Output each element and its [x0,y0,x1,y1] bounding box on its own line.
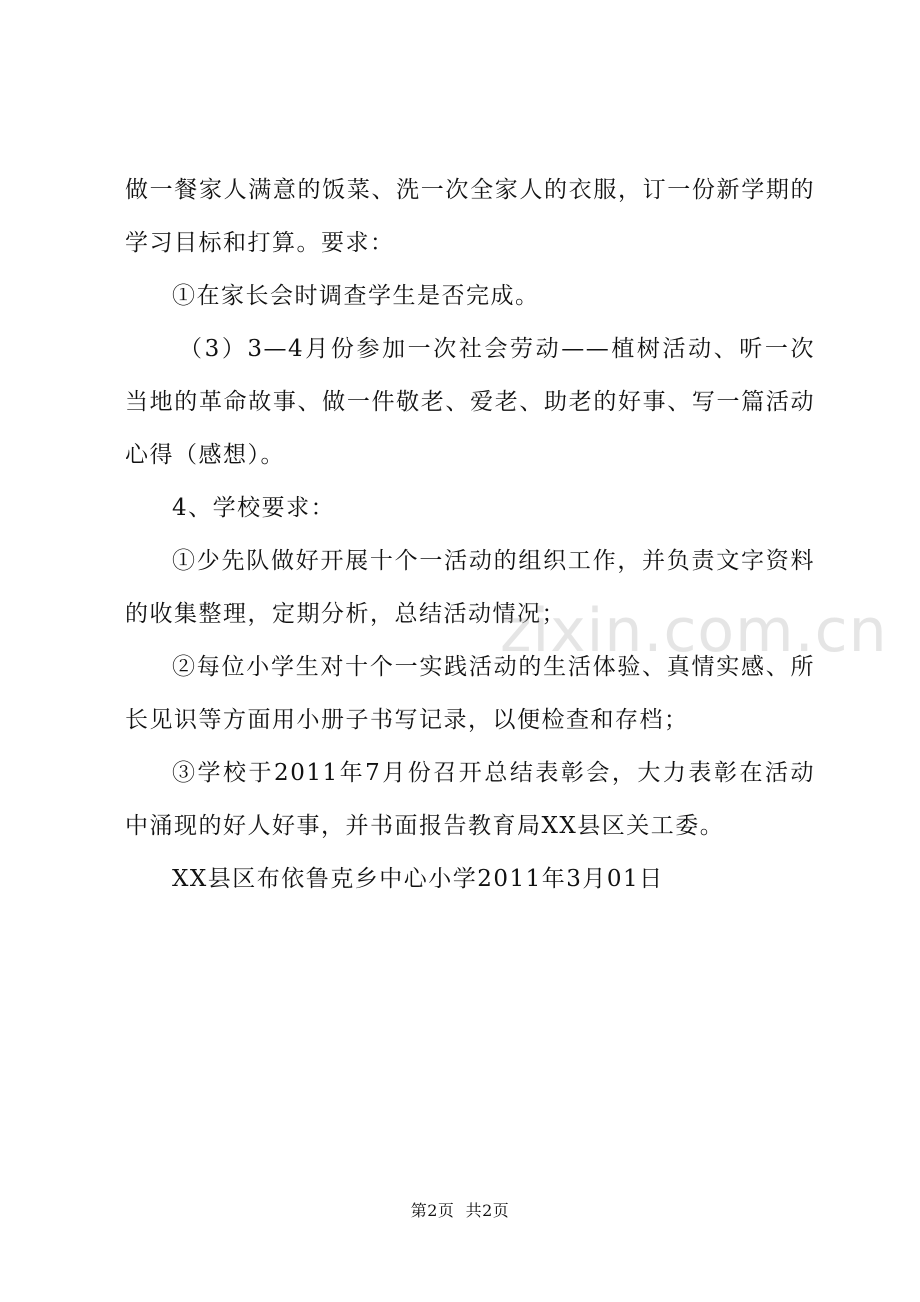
page-footer [0,1198,920,1221]
paragraph-school-requirements-heading: 4、学校要求： [172,495,336,521]
paragraph-social-labor: （3）3—4月份参加一次社会劳动——植树活动、听一次当地的革命故事、做一件敬老、爱老、助老的好事、写一篇活动心得（感想）。 [125,336,815,468]
document-body [125,164,815,906]
paragraph-parent-meeting-check: ①在家长会时调查学生是否完成。 [172,283,540,309]
footer-page-current: 第2页 [410,1201,455,1220]
watermark: zixin.com.cn [500,596,888,666]
paragraph-young-pioneers: ①少先队做好开展十个一活动的组织工作，并负责文字资料的收集整理，定期分析，总结活动情况； [125,548,815,627]
paragraph-student-records: ②每位小学生对十个一实践活动的生活体验、真情实感、所长见识等方面用小册子书写记录，以便检查和存档； [125,654,815,733]
paragraph-meal-laundry: 做一餐家人满意的饭菜、洗一次全家人的衣服，订一份新学期的学习目标和打算。要求： [125,177,815,256]
paragraph-commendation-meeting: ③学校于2011年7月份召开总结表彰会，大力表彰在活动中涌现的好人好事，并书面报告教育局XX县区关工委。 [125,760,815,839]
footer-page-total: 共2页 [465,1201,510,1220]
paragraph-signature-date: XX县区布依鲁克乡中心小学2011年3月01日 [172,866,664,892]
